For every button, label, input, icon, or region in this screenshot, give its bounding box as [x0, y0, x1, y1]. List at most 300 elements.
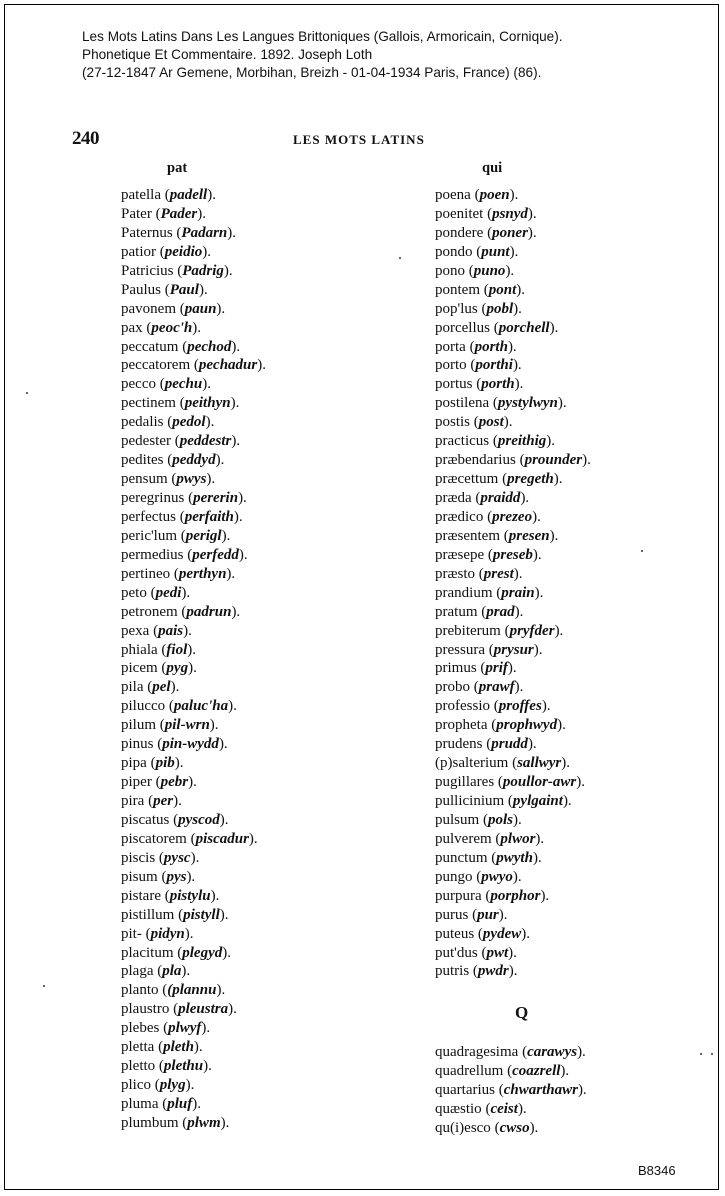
brittonic-gloss: pechu — [164, 376, 203, 393]
latin-word: phiala — [121, 641, 158, 658]
latin-word: pectinem — [121, 395, 176, 412]
latin-word: patior — [121, 243, 156, 260]
brittonic-gloss: pais — [158, 622, 184, 639]
latin-word: pertineo — [121, 565, 171, 582]
latin-word: pungo — [435, 868, 473, 885]
brittonic-gloss: plegyd — [182, 944, 223, 961]
list-item: quæstio (ceist). — [435, 1100, 527, 1117]
latin-word: pila — [121, 679, 144, 696]
latin-word: putris — [435, 963, 470, 980]
brittonic-gloss: poen — [479, 187, 510, 203]
latin-word: perfectus — [121, 508, 176, 525]
latin-word: piscatorem — [121, 830, 187, 847]
brittonic-gloss: Paul — [169, 281, 199, 298]
latin-word: pletto — [121, 1058, 156, 1075]
left-entry-list — [121, 186, 266, 1133]
list-item: præcettum (pregeth). — [435, 471, 563, 488]
brittonic-gloss: piscadur — [195, 830, 249, 847]
latin-word: præda — [435, 490, 472, 506]
brittonic-gloss: pregeth — [507, 471, 554, 488]
brittonic-gloss: prawf — [478, 679, 515, 696]
list-item: pilum (pil-wrn). — [121, 717, 219, 734]
brittonic-gloss: ceist — [490, 1100, 518, 1117]
latin-word: put'dus — [435, 944, 478, 961]
brittonic-gloss: pleth — [163, 1039, 194, 1056]
list-item: porcellus (porchell). — [435, 319, 559, 336]
list-item: pono (puno). — [435, 262, 515, 279]
brittonic-gloss: pwyo — [481, 868, 513, 885]
list-item: prebiterum (pryfder). — [435, 622, 564, 639]
brittonic-gloss: peidio — [164, 243, 203, 260]
section-letter-q: Q — [515, 1003, 529, 1022]
list-item: phiala (fiol). — [121, 641, 196, 658]
list-item: pluma (pluf). — [121, 1096, 202, 1112]
list-item: plumbum (plwm). — [121, 1114, 230, 1131]
brittonic-gloss: pistyll — [183, 906, 220, 923]
brittonic-gloss: puno — [473, 262, 506, 279]
list-item: plico (plyg). — [121, 1077, 195, 1094]
list-item: pondo (punt). — [435, 243, 519, 260]
brittonic-gloss: prounder — [524, 452, 583, 469]
brittonic-gloss: pechod — [187, 338, 232, 355]
latin-word: pono — [435, 262, 465, 279]
list-item: putris (pwdr). — [435, 963, 518, 980]
latin-word: pondere — [435, 224, 484, 241]
latin-word: Paternus — [121, 224, 173, 241]
list-item: perfectus (perfaith). — [121, 508, 243, 525]
latin-word: pit- — [121, 925, 142, 942]
scan-speck — [26, 392, 28, 394]
brittonic-gloss: plethu — [163, 1058, 204, 1075]
list-item: pax (peoc'h). — [121, 319, 201, 336]
latin-word: pilum — [121, 717, 157, 734]
latin-word: piscatus — [121, 811, 170, 828]
list-item: quartarius (chwarthawr). — [435, 1081, 587, 1098]
brittonic-gloss: prophwyd — [496, 717, 558, 734]
brittonic-gloss: pur — [477, 906, 499, 923]
brittonic-gloss: pleustra — [178, 1001, 229, 1018]
brittonic-gloss: carawys — [527, 1044, 578, 1060]
list-item: pedalis (pedol). — [121, 414, 215, 431]
list-item: piscatus (pyscod). — [121, 811, 229, 828]
latin-word: peregrinus — [121, 490, 185, 506]
list-item: præda (praidd). — [435, 490, 530, 506]
brittonic-gloss: pysc — [163, 849, 191, 866]
brittonic-gloss: pla — [162, 963, 182, 980]
latin-word: peto — [121, 584, 147, 601]
q-entry-list — [435, 1043, 587, 1138]
brittonic-gloss: psnyd — [492, 205, 528, 222]
list-item: prandium (prain). — [435, 584, 544, 601]
scan-speck — [700, 1053, 702, 1055]
brittonic-gloss: pwys — [176, 471, 207, 488]
list-item: pulsum (pols). — [435, 811, 522, 828]
list-item: pit- (pidyn). — [121, 925, 194, 942]
latin-word: Pater — [121, 205, 152, 222]
brittonic-gloss: pwt — [486, 944, 509, 961]
list-item: præsto (prest). — [435, 565, 523, 582]
list-item: pectinem (peithyn). — [121, 395, 240, 412]
list-item: piscis (pysc). — [121, 849, 200, 866]
brittonic-gloss: pluf — [167, 1096, 193, 1112]
latin-word: professio — [435, 698, 490, 715]
list-item: patior (peidio). — [121, 243, 211, 260]
latin-word: pilucco — [121, 698, 166, 715]
list-item: porto (porthi). — [435, 357, 522, 374]
list-item: peregrinus (pererin). — [121, 490, 247, 506]
list-item: pullicinium (pylgaint). — [435, 793, 572, 809]
brittonic-gloss: Padrig — [182, 262, 224, 279]
header-line: (27-12-1847 Ar Gemene, Morbihan, Breizh - 01-04-1934 Paris, France) (86). — [82, 65, 542, 80]
latin-word: pinus — [121, 736, 154, 753]
latin-word: quartarius — [435, 1081, 495, 1098]
list-item: (p)salterium (sallwyr). — [435, 755, 570, 772]
brittonic-gloss: porth — [481, 376, 515, 393]
brittonic-gloss: fiol — [166, 641, 188, 658]
latin-word: peccatorem — [121, 357, 191, 374]
document-header — [82, 28, 702, 82]
brittonic-gloss: pwdr — [477, 963, 509, 980]
latin-word: pexa — [121, 622, 150, 639]
list-item: qu(i)esco (cwso). — [435, 1119, 539, 1136]
latin-word: petronem — [121, 603, 178, 620]
scan-speck — [641, 550, 643, 552]
brittonic-gloss: plwyf — [168, 1020, 202, 1037]
brittonic-gloss: poullor-awr — [502, 774, 577, 791]
latin-word: qu(i)esco — [435, 1119, 491, 1136]
brittonic-gloss: post — [478, 414, 504, 431]
latin-word: (p)salterium — [435, 755, 509, 772]
brittonic-gloss: porthi — [475, 357, 513, 374]
brittonic-gloss: plyg — [159, 1077, 186, 1094]
list-item: professio (proffes). — [435, 698, 551, 715]
latin-word: pulsum — [435, 811, 480, 828]
latin-word: pulverem — [435, 830, 492, 847]
list-item: pondere (poner). — [435, 224, 537, 241]
brittonic-gloss: punt — [481, 243, 510, 260]
latin-word: prandium — [435, 584, 493, 601]
brittonic-gloss: pont — [488, 281, 517, 298]
brittonic-gloss: pwyth — [496, 849, 533, 866]
brittonic-gloss: pobl — [486, 300, 514, 317]
list-item: practicus (preithig). — [435, 433, 555, 450]
latin-word: porto — [435, 357, 467, 374]
list-item: put'dus (pwt). — [435, 944, 517, 961]
latin-word: pipa — [121, 755, 147, 772]
list-item: plaga (pla). — [121, 963, 191, 980]
latin-word: probo — [435, 679, 470, 696]
latin-word: peccatum — [121, 338, 179, 355]
latin-word: picem — [121, 660, 158, 677]
latin-word: pensum — [121, 471, 168, 488]
header-line: Les Mots Latins Dans Les Langues Brittoniques (Gallois, Armoricain, Cornique). — [82, 29, 563, 44]
list-item: pensum (pwys). — [121, 471, 216, 488]
brittonic-gloss: prain — [501, 584, 535, 601]
latin-word: purus — [435, 906, 469, 923]
latin-word: pedester — [121, 433, 171, 450]
list-item: pila (pel). — [121, 679, 180, 696]
list-item: piper (pebr). — [121, 774, 197, 791]
list-item: præsepe (preseb). — [435, 546, 542, 563]
list-item: poena (poen). — [435, 187, 519, 203]
latin-word: plebes — [121, 1020, 160, 1037]
list-item: postilena (pystylwyn). — [435, 395, 567, 412]
latin-word: præcettum — [435, 471, 499, 488]
latin-word: pavonem — [121, 300, 176, 317]
brittonic-gloss: peddestr — [179, 433, 232, 450]
brittonic-gloss: Padarn — [181, 224, 228, 241]
brittonic-gloss: sallwyr — [517, 755, 562, 772]
list-item: quadragesima (carawys). — [435, 1044, 586, 1060]
list-item: portus (porth). — [435, 376, 524, 393]
latin-word: piscis — [121, 849, 156, 866]
latin-word: pletta — [121, 1039, 155, 1056]
list-item: præsentem (presen). — [435, 527, 559, 544]
latin-word: placitum — [121, 944, 174, 961]
list-item: pilucco (paluc'ha). — [121, 698, 237, 715]
right-entry-list — [435, 186, 591, 981]
latin-word: præsepe — [435, 546, 485, 563]
latin-word: pedites — [121, 452, 164, 469]
brittonic-gloss: peithyn — [184, 395, 231, 412]
latin-word: præsentem — [435, 527, 500, 544]
list-item: pistare (pistylu). — [121, 887, 220, 904]
latin-word: præbendarius — [435, 452, 516, 469]
latin-word: pondo — [435, 243, 473, 260]
brittonic-gloss: per — [153, 793, 174, 809]
latin-word: pisum — [121, 868, 158, 885]
latin-word: porta — [435, 338, 466, 355]
list-item: piscatorem (piscadur). — [121, 830, 258, 847]
list-item: pugillares (poullor-awr). — [435, 774, 586, 791]
brittonic-gloss: prest — [483, 565, 514, 582]
list-item: pedites (peddyd). — [121, 452, 225, 469]
list-item: purpura (porphor). — [435, 887, 550, 904]
brittonic-gloss: pryfder — [509, 622, 555, 639]
list-item: placitum (plegyd). — [121, 944, 231, 961]
brittonic-gloss: pin-wydd — [162, 736, 219, 753]
list-item: pletta (pleth). — [121, 1039, 203, 1056]
list-item: pedester (peddestr). — [121, 433, 241, 450]
brittonic-gloss: perthyn — [178, 565, 227, 582]
list-item: pontem (pont). — [435, 281, 526, 298]
right-column-head: qui — [482, 160, 503, 176]
list-item: pavonem (paun). — [121, 300, 226, 317]
list-item: Pater (Pader). — [121, 205, 206, 222]
list-item: pistillum (pistyll). — [121, 906, 229, 923]
brittonic-gloss: plwor — [500, 830, 536, 847]
latin-word: patella — [121, 187, 161, 203]
list-item: pungo (pwyo). — [435, 868, 522, 885]
latin-word: planto — [121, 982, 159, 999]
brittonic-gloss: chwarthawr — [503, 1081, 578, 1098]
brittonic-gloss: pib — [155, 755, 175, 772]
latin-word: pullicinium — [435, 793, 505, 809]
latin-word: pistillum — [121, 906, 175, 923]
list-item: punctum (pwyth). — [435, 849, 542, 866]
list-item: patella (padell). — [121, 187, 216, 203]
brittonic-gloss: (plannu — [167, 982, 217, 999]
list-item: pisum (pys). — [121, 868, 196, 885]
latin-word: plaga — [121, 963, 154, 980]
brittonic-gloss: peddyd — [172, 452, 216, 469]
latin-word: postilena — [435, 395, 490, 412]
list-item: Patricius (Padrig). — [121, 262, 233, 279]
brittonic-gloss: pedi — [155, 584, 182, 601]
list-item: postis (post). — [435, 414, 513, 431]
latin-word: permedius — [121, 546, 184, 563]
latin-word: pistare — [121, 887, 161, 904]
left-column-head: pat — [167, 160, 188, 176]
scan-speck — [43, 985, 45, 987]
scan-speck — [399, 257, 401, 259]
brittonic-gloss: paluc'ha — [173, 698, 229, 715]
brittonic-gloss: pedol — [172, 414, 206, 431]
running-title: LES MOTS LATINS — [293, 132, 425, 147]
latin-word: purpura — [435, 887, 482, 904]
latin-word: portus — [435, 376, 473, 393]
page-frame — [4, 4, 719, 1190]
list-item: pressura (prysur). — [435, 641, 543, 658]
brittonic-gloss: pel — [152, 679, 171, 696]
brittonic-gloss: preithig — [497, 433, 547, 450]
latin-word: pugillares — [435, 774, 495, 791]
list-item: plebes (plwyf). — [121, 1020, 211, 1037]
latin-word: pecco — [121, 376, 156, 393]
list-item: planto ((plannu). — [121, 982, 226, 999]
latin-word: piper — [121, 774, 152, 791]
brittonic-gloss: prudd — [491, 736, 528, 753]
list-item: porta (porth). — [435, 338, 517, 355]
list-item: peto (pedi). — [121, 584, 191, 601]
latin-word: prebiterum — [435, 622, 501, 639]
brittonic-gloss: proffes — [498, 698, 542, 715]
brittonic-gloss: pys — [166, 868, 187, 885]
list-item: picem (pyg). — [121, 660, 197, 677]
brittonic-gloss: prif — [485, 660, 508, 677]
latin-word: pluma — [121, 1096, 159, 1112]
latin-word: Patricius — [121, 262, 174, 279]
latin-word: poena — [435, 187, 471, 203]
latin-word: quadrellum — [435, 1062, 504, 1079]
latin-word: porcellus — [435, 319, 490, 336]
latin-word: pressura — [435, 641, 485, 658]
brittonic-gloss: porth — [474, 338, 508, 355]
list-item: præbendarius (prounder). — [435, 452, 591, 469]
brittonic-gloss: perfedd — [192, 546, 239, 563]
brittonic-gloss: praidd — [480, 490, 521, 506]
brittonic-gloss: padrun — [186, 603, 232, 620]
brittonic-gloss: prysur — [493, 641, 534, 658]
list-item: pexa (pais). — [121, 622, 192, 639]
list-item: poenitet (psnyd). — [435, 205, 537, 222]
list-item: peccatorem (pechadur). — [121, 357, 266, 374]
latin-word: puteus — [435, 925, 475, 942]
latin-word: pop'lus — [435, 300, 478, 317]
list-item: pertineo (perthyn). — [121, 565, 236, 582]
catalog-id: B8346 — [638, 1163, 676, 1178]
latin-word: postis — [435, 414, 471, 431]
latin-word: pontem — [435, 281, 480, 298]
list-item: Paternus (Padarn). — [121, 224, 237, 241]
brittonic-gloss: Pader — [160, 205, 198, 222]
list-item: purus (pur). — [435, 906, 508, 923]
brittonic-gloss: preseb — [492, 546, 533, 563]
list-item: petronem (padrun). — [121, 603, 241, 620]
brittonic-gloss: padell — [169, 187, 208, 203]
brittonic-gloss: plwm — [187, 1114, 221, 1131]
brittonic-gloss: pols — [487, 811, 513, 828]
list-item: pinus (pin-wydd). — [121, 736, 228, 753]
brittonic-gloss: porchell — [498, 319, 550, 336]
brittonic-gloss: peoc'h — [151, 319, 193, 336]
list-item: plaustro (pleustra). — [121, 1001, 237, 1018]
latin-word: pratum — [435, 603, 478, 620]
brittonic-gloss: pyg — [166, 660, 189, 677]
latin-word: peric'lum — [121, 527, 178, 544]
brittonic-gloss: porphor — [490, 887, 541, 904]
latin-word: propheta — [435, 717, 488, 734]
latin-word: præsto — [435, 565, 476, 582]
latin-word: primus — [435, 660, 477, 677]
latin-word: pax — [121, 319, 143, 336]
page-number: 240 — [72, 128, 99, 149]
list-item: propheta (prophwyd). — [435, 717, 566, 734]
brittonic-gloss: presen — [508, 527, 550, 544]
latin-word: plico — [121, 1077, 151, 1094]
latin-word: quæstio — [435, 1100, 482, 1117]
header-line: Phonetique Et Commentaire. 1892. Joseph Loth — [82, 47, 373, 62]
list-item: pulverem (plwor). — [435, 830, 545, 847]
list-item: permedius (perfedd). — [121, 546, 248, 563]
brittonic-gloss: perigl — [185, 527, 222, 544]
latin-word: plaustro — [121, 1001, 170, 1018]
list-item: primus (prif). — [435, 660, 517, 677]
list-item: pletto (plethu). — [121, 1058, 212, 1075]
list-item: peric'lum (perigl). — [121, 527, 231, 544]
brittonic-gloss: pidyn — [150, 925, 185, 942]
latin-word: pira — [121, 793, 145, 809]
list-item: Paulus (Paul). — [121, 281, 208, 298]
latin-word: punctum — [435, 849, 488, 866]
brittonic-gloss: pistylu — [169, 887, 211, 904]
brittonic-gloss: paun — [184, 300, 217, 317]
list-item: pira (per). — [121, 793, 182, 809]
brittonic-gloss: coazrell — [512, 1062, 561, 1079]
brittonic-gloss: pechadur — [198, 357, 258, 374]
brittonic-gloss: pydew — [482, 925, 522, 942]
list-item: pecco (pechu). — [121, 376, 211, 393]
list-item: prudens (prudd). — [435, 736, 537, 753]
brittonic-gloss: pystylwyn — [497, 395, 558, 412]
list-item: pratum (prad). — [435, 603, 524, 620]
list-item: pipa (pib). — [121, 755, 184, 772]
brittonic-gloss: perfaith — [184, 508, 234, 525]
brittonic-gloss: pererin — [193, 490, 239, 506]
brittonic-gloss: prad — [486, 603, 515, 620]
list-item: puteus (pydew). — [435, 925, 530, 942]
brittonic-gloss: pebr — [160, 774, 189, 791]
brittonic-gloss: poner — [492, 224, 528, 241]
latin-word: Paulus — [121, 281, 162, 298]
list-item: quadrellum (coazrell). — [435, 1062, 570, 1079]
latin-word: poenitet — [435, 205, 484, 222]
latin-word: pedalis — [121, 414, 164, 431]
scan-speck — [711, 1053, 713, 1055]
latin-word: practicus — [435, 433, 490, 450]
list-item: pop'lus (pobl). — [435, 300, 522, 317]
brittonic-gloss: cwso — [499, 1119, 530, 1136]
